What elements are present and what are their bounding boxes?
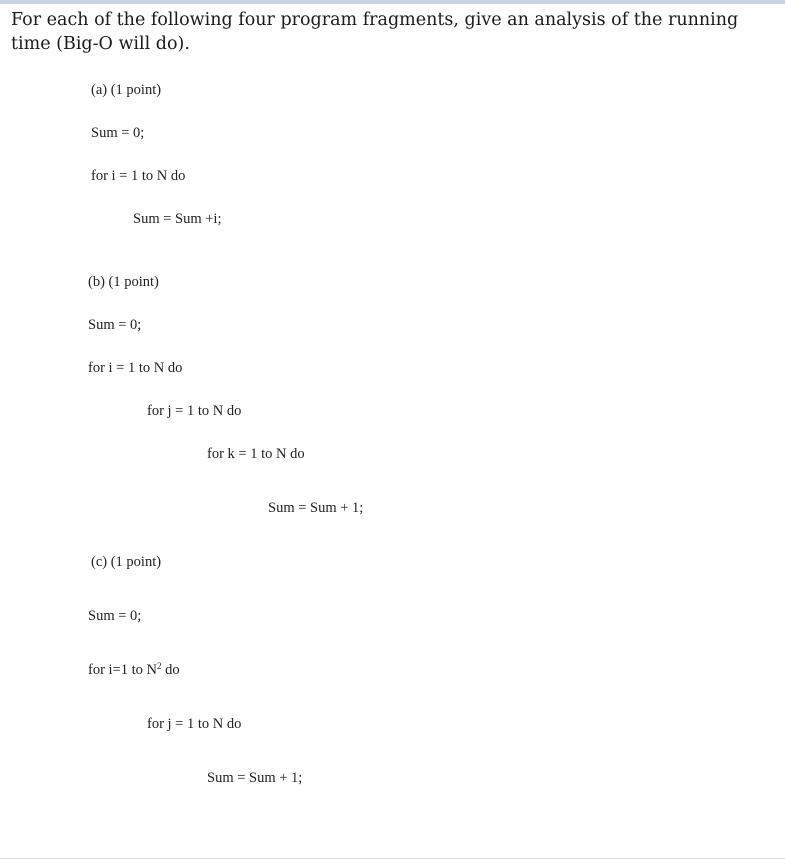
- part-c-header: (c) (1 point): [91, 554, 162, 570]
- part-b-loop-i: for i = 1 to N do: [88, 360, 183, 376]
- part-b-body: Sum = Sum + 1;: [268, 500, 364, 516]
- bottom-divider: [0, 858, 785, 859]
- part-c-loop-i-suffix: do: [161, 662, 180, 678]
- part-c-loop-i: [88, 661, 180, 679]
- part-b-loop-k: for k = 1 to N do: [207, 446, 305, 462]
- part-a-init: Sum = 0;: [91, 125, 145, 141]
- part-a-header: (a) (1 point): [91, 82, 162, 98]
- part-c-loop-i-exponent: 2: [157, 661, 162, 671]
- part-c-loop-j: for j = 1 to N do: [147, 716, 242, 732]
- top-border: [0, 0, 785, 4]
- part-c-init: Sum = 0;: [88, 608, 142, 624]
- part-a-loop-i: for i = 1 to N do: [91, 168, 186, 184]
- question-prompt: For each of the following four program fragments, give an analysis of the running time (Big-O will do).: [11, 10, 739, 54]
- part-c-body: Sum = Sum + 1;: [207, 770, 303, 786]
- part-c-loop-i-prefix: for i=1 to N: [88, 662, 157, 678]
- part-b-header: (b) (1 point): [88, 274, 159, 290]
- part-a-body: Sum = Sum +i;: [133, 211, 222, 227]
- part-b-loop-j: for j = 1 to N do: [147, 403, 242, 419]
- part-b-init: Sum = 0;: [88, 317, 142, 333]
